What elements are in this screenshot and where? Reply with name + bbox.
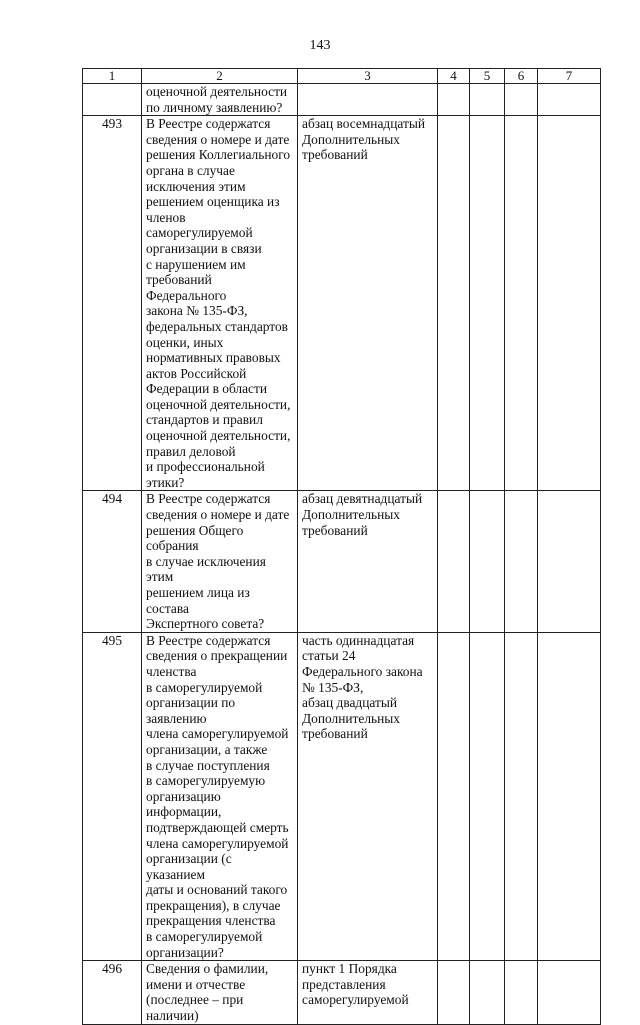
row-number: 496 — [83, 961, 142, 1024]
empty-cell — [470, 961, 505, 1024]
reference-cell: часть одиннадцатая статьи 24 Федерального закона № 135-ФЗ, абзац двадцатый Дополнительных требований — [298, 632, 438, 960]
empty-cell — [438, 84, 470, 116]
column-header: 6 — [505, 69, 538, 84]
table-row — [83, 961, 601, 1024]
reference-cell: абзац девятнадцатый Дополнительных требований — [298, 491, 438, 632]
empty-cell — [505, 961, 538, 1024]
table-row — [83, 116, 601, 491]
empty-cell — [538, 632, 601, 960]
empty-cell — [470, 84, 505, 116]
empty-cell — [438, 632, 470, 960]
requirements-table — [82, 68, 601, 1025]
empty-cell — [438, 491, 470, 632]
empty-cell — [505, 84, 538, 116]
empty-cell — [470, 116, 505, 491]
column-header: 5 — [470, 69, 505, 84]
page-number: 143 — [309, 38, 331, 53]
empty-cell — [470, 632, 505, 960]
table-header-row — [83, 69, 601, 84]
empty-cell — [438, 116, 470, 491]
empty-cell — [538, 116, 601, 491]
row-number: 493 — [83, 116, 142, 491]
empty-cell — [438, 961, 470, 1024]
empty-cell — [505, 116, 538, 491]
column-header: 3 — [298, 69, 438, 84]
empty-cell — [538, 491, 601, 632]
reference-cell: абзац восемнадцатый Дополнительных требований — [298, 116, 438, 491]
table-row — [83, 632, 601, 960]
empty-cell — [538, 84, 601, 116]
empty-cell — [505, 632, 538, 960]
column-header: 4 — [438, 69, 470, 84]
row-number: 494 — [83, 491, 142, 632]
table-row — [83, 84, 601, 116]
column-header: 2 — [142, 69, 298, 84]
column-header: 7 — [538, 69, 601, 84]
column-header: 1 — [83, 69, 142, 84]
row-number: 495 — [83, 632, 142, 960]
question-cell: В Реестре содержатся сведения о номере и дате решения Коллегиального органа в случае исключения этим решением оценщика из членов саморегулируемой организации в связи с нарушением им требований Федерального закона № 135-ФЗ, федеральных стандартов оценки, иных нормативных правовых актов Российской Федерации в области оценочной деятельности, стандартов и правил оценочной деятельности, правил деловой и профессиональной этики? — [142, 116, 298, 491]
question-cell: В Реестре содержатся сведения о прекращении членства в саморегулируемой организации по заявлению члена саморегулируемой организации, а также в случае поступления в саморегулируемую организацию информации, подтверждающей смерть члена саморегулируемой организации (с указанием даты и оснований такого прекращения), в случае прекращения членства в саморегулируемой организации? — [142, 632, 298, 960]
empty-cell — [505, 491, 538, 632]
empty-cell — [538, 961, 601, 1024]
question-cell: оценочной деятельности по личному заявлению? — [142, 84, 298, 116]
reference-cell: пункт 1 Порядка представления саморегулируемой — [298, 961, 438, 1024]
empty-cell — [470, 491, 505, 632]
table-row — [83, 491, 601, 632]
question-cell: В Реестре содержатся сведения о номере и дате решения Общего собрания в случае исключения этим решением лица из состава Экспертного совета? — [142, 491, 298, 632]
row-number — [83, 84, 142, 116]
reference-cell — [298, 84, 438, 116]
question-cell: Сведения о фамилии, имени и отчестве (последнее – при наличии) — [142, 961, 298, 1024]
